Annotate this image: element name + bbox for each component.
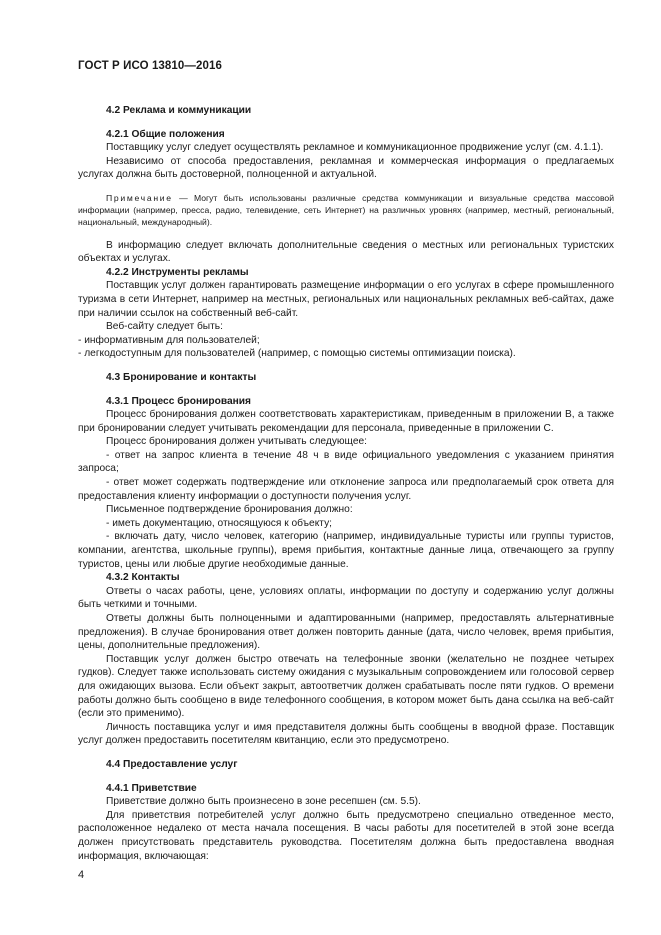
subsection-heading: 4.4.1 Приветствие: [106, 782, 197, 794]
paragraph: Приветствие должно быть произнесено в зоне ресепшен (см. 5.5).: [106, 796, 421, 808]
note-text: — Могут быть использованы различные средства коммуникации и визуальные средства массовой информации (например, пресса, радио, телевидение, сеть Интернет) на различных уровнях (например, местный, региональный, национальный, международный).: [78, 192, 614, 228]
paragraph: - ответ может содержать подтверждение или отклонение запроса или предполагаемый срок ответа для предоставления клиенту информации о доступности получения услуг.: [78, 477, 614, 502]
note-paragraph: [78, 192, 614, 229]
paragraph: - включать дату, число человек, категорию (например, индивидуальные туристы или группы туристов, компании, агентства, школьные группы), время прибытия, контактные данные лица, отвечающего за группу туристов, цены или любые другие необходимые данные.: [78, 531, 614, 570]
subsection-heading: 4.3.2 Контакты: [106, 572, 180, 584]
section-heading: 4.3 Бронирование и контакты: [106, 371, 257, 383]
paragraph: Поставщику услуг следует осуществлять рекламное и коммуникационное продвижение услуг (см. 4.1.1).: [106, 142, 604, 154]
section-heading: 4.2 Реклама и коммуникации: [106, 105, 252, 116]
paragraph: - ответ на запрос клиента в течение 48 ч в виде официального уведомления с указанием принятия запроса;: [78, 449, 614, 475]
paragraph: - иметь документацию, относящуюся к объекту;: [106, 517, 332, 529]
section-heading: 4.4 Предоставление услуг: [106, 758, 238, 770]
paragraph: Независимо от способа предоставления, рекламная и коммерческая информация о предлагаемых услугах должна быть достоверной, полноценной и актуальной.: [78, 155, 614, 181]
paragraph: Для приветствия потребителей услуг должно быть предусмотрено специально отведенное место, расположенное недалеко от места начала посещения. В часы работы для посетителей в этой зоне всегда должен присутствовать представитель руководства. Посетителям должна быть предоставлена вводная информация, включающая:: [78, 809, 614, 862]
note-label: Примечание: [106, 192, 173, 203]
subsection-heading: 4.3.1 Процесс бронирования: [106, 395, 251, 407]
paragraph: Поставщик услуг должен быстро отвечать на телефонные звонки (желательно не позднее четырех гудков). Следует также использовать систему ожидания с музыкальным сопровождением или голосовой сервер для ожидающих вызова. Если объект закрыт, автоответчик должен срабатывать после пяти гудков. О времени работы должно быть сообщено в виде телефонного сообщения, в котором может быть дана ссылка на веб-сайт (если это применимо).: [78, 653, 614, 720]
paragraph: - легкодоступным для пользователей (например, с помощью системы оптимизации поиска).: [78, 348, 516, 360]
page-number: 4: [78, 869, 85, 881]
subsection-heading: 4.2.1 Общие положения: [106, 128, 225, 140]
paragraph: Процесс бронирования должен соответствовать характеристикам, приведенным в приложении В, а также при бронировании следует учитывать рекомендации для персонала, приведенные в приложении С.: [78, 409, 614, 434]
paragraph: Веб-сайту следует быть:: [106, 321, 223, 333]
paragraph: Ответы должны быть полноценными и адаптированными (например, предоставлять альтернативные предложения). В случае бронирования ответ должен повторить данные (дата, число человек, время прибытия, цены, дополнительные предложения).: [78, 613, 614, 652]
paragraph: Письменное подтверждение бронирования должно:: [106, 504, 353, 516]
paragraph: - информативным для пользователей;: [78, 334, 260, 346]
document-header: ГОСТ Р ИСО 13810—2016: [78, 60, 223, 72]
subsection-heading: 4.2.2 Инструменты рекламы: [106, 266, 249, 278]
document-body: [78, 94, 614, 863]
paragraph: Процесс бронирования должен учитывать следующее:: [106, 436, 367, 448]
paragraph: Поставщик услуг должен гарантировать размещение информации о его услугах в сфере промышленного туризма в сети Интернет, например на местных, региональных или национальных рекламных веб-сайтах, даже при наличии ссылок на собственный веб-сайт.: [78, 280, 614, 319]
paragraph: Личность поставщика услуг и имя представителя должны быть сообщены в вводной фразе. Поставщик услуг должен предоставить посетителям квитанцию, если это предусмотрено.: [78, 721, 614, 747]
paragraph: В информацию следует включать дополнительные сведения о местных или региональных туристских объектах и услугах.: [78, 239, 614, 265]
paragraph: Ответы о часах работы, цене, условиях оплаты, информации по доступу и содержанию услуг должны быть четкими и точными.: [78, 585, 614, 611]
